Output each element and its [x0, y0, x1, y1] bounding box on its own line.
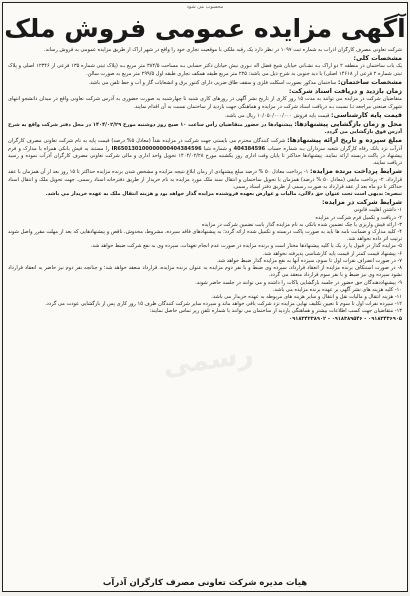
base-price-label: قیمت پایه کارشناسی: [331, 110, 402, 119]
specs-heading: مشخصات کلی: [353, 54, 402, 63]
condition-item-13: ۱۳- متقاضیان جهت کسب اطلاعات بیشتر و هماهنگی بازدید از ساختمان می توانند با شماره تلفن زیر تماس حاصل نمایند: [149, 308, 402, 315]
visit-text: متقاضیان شرکت در مزایده می توانند به مدت ۱۵ روز کاری از تاریخ نشر آگهی در روزهای کاری شنبه تا چهارشنبه به صورت حضوری به آدرس شرکت تعاونی واقع در میدان دانشجو انتهای شهرک صنعتی مراجعه تـا نسبت بـه دریافت اسناد شرکت در مزایده و هماهنگی جهت بازدید از ساختمان نسبت به آن اقدام نمایند. [8, 96, 402, 110]
condition-item-4: ۴- کلیه مدارک و ضمانت نامه ها باید به صورت پاکت دربسته و تکمیل شده ارائه گردد؛ به پیشنهادهای فاقد سپرده، مشروط، مخدوش، ناقص و پیشنهادهایی که بعد از مهلت مقرر واصل شوند ترتیب اثر داده نخواهد شد. [8, 229, 402, 243]
condition-item-7: ۷- در صورت انصراف نفرات اول تا سوم، سپرده آنها به نفع مزایده گذار ضبط خواهد شد. [216, 257, 402, 264]
footer-signature: هیات مدیره شرکت تعاونی مصرف کارگران آذرآب [102, 578, 308, 588]
visit-heading: زمان بازدید و دریافت اسناد شرکت: [288, 87, 402, 96]
deadline-section [8, 120, 402, 136]
deadline-text: پیشنهادها در حضور متقاضیان رأس ساعت ۱۰ صبح روز دوشنبه مورخ ۱۴۰۴/۰۲/۲۹ در محل دفتر شرکت واقع به شرح آدرس فوق بازگشایی می گردد. [8, 121, 402, 136]
condition-item-9: ۹- پیشنهاددهندگان حق حضور در جلسه بازگشایی پاکات را داشته و می توانند در جلسه حاضر شوند. [195, 279, 402, 286]
deposit-section [8, 136, 402, 167]
deposit-text-2: و شماره شبا [203, 145, 232, 152]
condition-item-3: ۳- ارائه فیش واریزی یا چک تضمین شده بانکی به نام مزایده گذار بابت تضمین شرکت در مزایده [201, 221, 402, 228]
deposit-text-1: شرکت کنندگان محترم می بایستی جهت شرکت در مزایده نقداً (معادل ۵% درصد) قیمت پایه به نام شرکت تعاونی مصرف کارگران آذرآب نزد بانک رفاه کارگران شعبه سرداران بـه شماره حساب [8, 138, 402, 152]
intro-paragraph: شرکت تعاونی مصرف کارگران آذرآب به شماره ثبت ۱۰۹۷ در نظر دارد یک رقبه ملکی با موقعیت تجاری خود را واقع در شهر اراک از طریق مزایده عمومی به فروش رساند. [43, 47, 402, 53]
visit-section [8, 87, 402, 96]
deposit-label: مبلغ سپرده و تاریخ ارائه پیشنهادها: [287, 136, 402, 145]
condition-item-5: ۵- مزایده گذار در قبول یا رد یک یا کلیه پیشنهادها مختار است و برنده مزایده در صورت عدم انجام تعهدات، سپرده وی به نفع شرکت ضبط خواهد شد. [90, 243, 402, 250]
base-price-text: قیمت پایه فروش ۱۰/۰۵۰/۰۰۰/۰۰۰ ریال می باشد. [224, 112, 330, 119]
condition-item-12: ۱۲- سپرده نفرات اول تا سوم تا تعیین تکلیف نهایی مزایده نزد شرکت باقی خواهد ماند و سپرده سایر شرکت کنندگان ظرف ۱۵ روز کاری پس از بازگشایی عودت می گردد. [45, 301, 402, 308]
condition-item-11: ۱۱- هزینه انتقال و مالیات نقل و انتقال و سایر هزینه های مربوطه به عهده خریدار می باشد. [211, 294, 402, 300]
condition-item-10: ۱۰- کلیه هزینه های نشر آگهی بر عهده برنده مزایده می باشد. [272, 286, 402, 293]
notice-page [2, 2, 408, 592]
payment-label: شرایط پرداخت برنده مزایده: [309, 167, 402, 176]
deadline-label: محل و زمان بازگشایی پیشنهادها: [294, 119, 402, 128]
top-strip: محسوب می شود [186, 4, 224, 10]
deposit-text-3: را مستند به فیش بانکی همراه با مدارک و فرم پیشنهاد در پاکت دربسته ارائه نمایند. پیشنهادها حداکثر تا پایان وقت اداری روز یکشنبه مورخ ۱۴۰۴/۰۲/۲۸ تحویل واحد اداری و مالی شرکت تعاونی مصرف کارگران آذرآب نموده و رسید دریافت نمایند. [8, 145, 402, 167]
payment-text: ۱- پرداخت معادل ۵۰ % درصد مبلغ پیشنهادی از زمان ابلاغ نتیجه مزایده و مشخص شدن برنده مزایده حداکثر تا ۱۵ روز بعد از آن همزمان با عقد قرارداد. ۲- پرداخت مابقی (معادل ۵۰ % درصد) همزمان با تحویل ساختمان و انتقال سند ملک مورد مزایده به نام خریدار از طریق دفترخانه اسناد رسمی. جهت تحویل ملک و انتقال اسناد حداکثر تا دو ماه بعد از عقد قرارداد به صورت رسمی از طریق دفتر اسناد رسمی. [8, 169, 402, 190]
building-heading: مشخصات ساختمان: [337, 77, 402, 86]
watermark: رسمی [160, 336, 256, 383]
condition-item-6: ۶- پیشنهاد قیمت کمتر از قیمت پایه کارشناسی پذیرفته نخواهد شد. [262, 250, 402, 257]
payment-section [8, 167, 402, 191]
specs-text: یک باب ساختمان در منطقه ۲ دو اراک بـه نشـانی خیابان شیخ فضل اله نـوری نبش خیابان دکتر حسابی بـه مساحت ۳۸۴/۵ متر مربع بـه (پلاک ثبتی شماره ۱۳۵ فرعی از ۱۲۳۴۶ اصلی و پلاک ثبتی شماره ۲ فرعی از ۱۴۶۱۸ اصلی) با دید جنوبی به شرح ذیل می باشد: ۲۲۵ متر مربع طبقه همکف تجاری طبقه اول ۲۹۹/۵ متر مربع به صورت سالن. [8, 63, 402, 77]
condition-item-8: ۸- در صورت استنکاف برنده مزایده از انعقاد قرارداد، سپرده وی ضبط و با نفر دوم مزایده به عنوان برنده مزایده، قرارداد منعقد خواهد شد؛ و چنانچه نفر دوم نیز حاضر به انعقاد قرارداد نشود سپرده وی نیز ضبط و با نفر سوم قرارداد منعقد می گردد. [8, 265, 402, 279]
conditions-heading: شرایط شرکت در مزایده: [322, 198, 402, 207]
building-text: ساختمان مذکور بصورت اسکلت فلزی و سقف طاق ضربی دارای کنتور برق و انشعابات گاز و آب و خط تلفن می باشد. [88, 79, 337, 86]
base-price-section [8, 111, 402, 120]
contact-phones: ۰۹۱۸۳۴۳۶۹۰۵ - ۰۹۱۸۳۸۹۵۴۶ - ۰۹۱۸۳۴۲۳۸۹۰۲ [289, 315, 402, 322]
notice-body [8, 47, 402, 574]
condition-item-2: ۲- دریافت و تکمیل فرم شرکت در مزایده [315, 214, 402, 221]
note-paragraph: تبصره: بدیهی است تحت عنوان حق دلالی، مالیات و عوارض بعهده فروشنده مزایده گذار خواهد بود و هزینه انتقال ملک به عهده خریدار می باشد. [45, 190, 402, 197]
page-title: آگهی مزایده عمومی فروش ملک [4, 14, 406, 43]
building-section [8, 78, 402, 87]
deposit-account-number: 404384596 [233, 145, 266, 152]
deposit-sheba-number: IR650130100000000404384596 [111, 145, 202, 152]
condition-item-1: ۱- داشتن اهلیت قانونی [353, 207, 402, 214]
conditions-section [8, 198, 402, 207]
